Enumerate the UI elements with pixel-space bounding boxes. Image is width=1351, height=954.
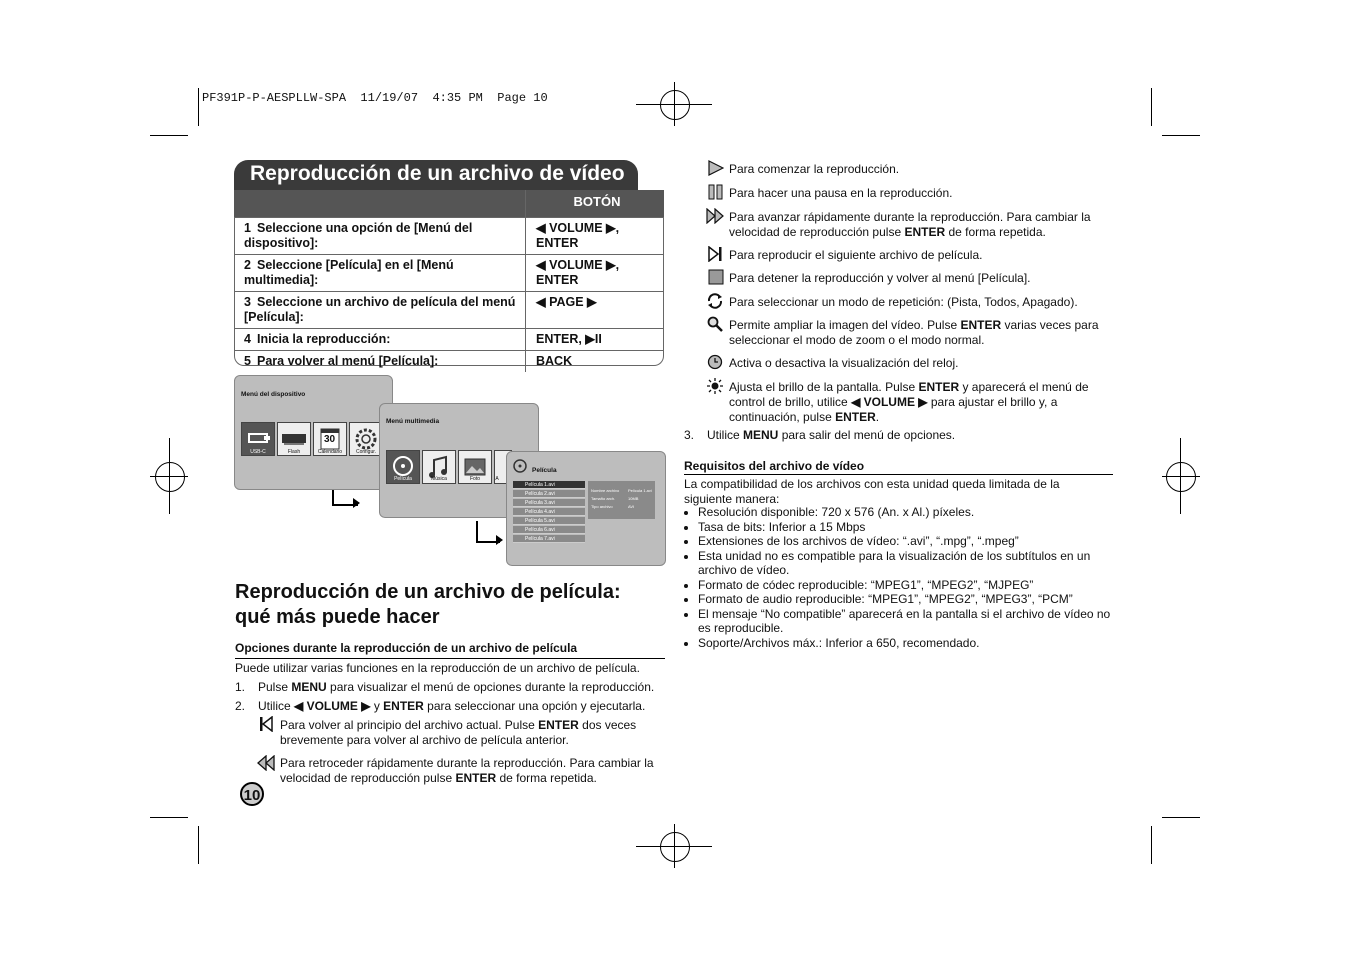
brightness-sun-icon bbox=[707, 378, 723, 394]
table-row: 1 Seleccione una opción de [Menú del dispositivo]: ◀ VOLUME ▶, ENTER bbox=[234, 218, 664, 255]
list-item[interactable]: Película 5.avi bbox=[513, 517, 585, 525]
pause-text: Para hacer una pausa en la reproducción. bbox=[729, 186, 953, 200]
movie-menu-title: Película bbox=[532, 467, 557, 474]
zoom-text: Permite ampliar la imagen del vídeo. Pulse ENTER varias veces para seleccionar el modo de zoom o el modo normal. bbox=[729, 318, 1099, 347]
arrow-head bbox=[496, 535, 503, 545]
device-menu-title: Menú del dispositivo bbox=[241, 391, 306, 398]
step-number: 1. bbox=[235, 680, 246, 694]
calendar-icon: 30 bbox=[313, 422, 347, 456]
repeat-icon bbox=[706, 292, 724, 310]
step2-text: Utilice ◀ VOLUME ▶ y ENTER para seleccionar una opción y ejecutarla. bbox=[258, 699, 646, 713]
requirements-intro: La compatibilidad de los archivos con esta unidad queda limitada de la siguiente manera: bbox=[684, 477, 1060, 506]
section2-title: Reproducción de un archivo de película: qué más puede hacer bbox=[235, 581, 621, 628]
list-item: • Resolución disponible: 720 x 576 (An. x Al.) píxeles. bbox=[698, 505, 1123, 520]
step1-text: Pulse MENU para visualizar el menú de opciones durante la reproducción. bbox=[258, 680, 655, 694]
list-item[interactable]: Película 6.avi bbox=[513, 526, 585, 534]
multimedia-menu-title: Menú multimedia bbox=[386, 418, 440, 425]
button-column-header: BOTÓN bbox=[526, 190, 665, 218]
play-icon bbox=[708, 160, 724, 176]
stop-text: Para detener la reproducción y volver al menú [Película]. bbox=[729, 271, 1031, 285]
stop-icon bbox=[708, 269, 724, 285]
next-text: Para reproducir el siguiente archivo de película. bbox=[729, 248, 983, 262]
list-item[interactable]: Película 4.avi bbox=[513, 508, 585, 516]
intro-text: Puede utilizar varias funciones en la reproducción de un archivo de película. bbox=[235, 661, 640, 675]
section-title: Reproducción de un archivo de vídeo bbox=[234, 160, 638, 190]
movie-reel-icon bbox=[512, 458, 528, 479]
clock-icon bbox=[707, 354, 723, 370]
repeat-text: Para seleccionar un modo de repetición: (Pista, Todos, Apagado). bbox=[729, 295, 1078, 309]
brightness-text: Ajusta el brillo de la pantalla. Pulse ENTER y aparecerá el menú de control de brillo, utilice ◀ VOLUME ▶ para ajustar el brillo y, a continuación, pulse ENTER. bbox=[729, 380, 1089, 424]
table-row: 5 Para volver al menú [Película]: BACK bbox=[234, 351, 664, 373]
option-rewind-text: Para retroceder rápidamente durante la reproducción. Para cambiar la velocidad de reproducción pulse ENTER de forma repetida. bbox=[280, 756, 654, 785]
table-row: 4 Inicia la reproducción: ENTER, ▶II bbox=[234, 329, 664, 351]
list-item: • Formato de audio reproducible: “MPEG1”, “MPEG2”, “MPEG3”, “PCM” bbox=[698, 592, 1123, 607]
print-slug: PF391P-P-AESPLLW-SPA 11/19/07 4:35 PM Page 10 bbox=[202, 91, 548, 105]
options-subheading: Opciones durante la reproducción de un archivo de película bbox=[235, 641, 578, 655]
list-item: • Formato de códec reproducible: “MPEG1”, “MPEG2”, “MJPEG” bbox=[698, 578, 1123, 593]
fast-forward-text: Para avanzar rápidamente durante la reproducción. Para cambiar la velocidad de reproducción pulse ENTER de forma repetida. bbox=[729, 210, 1091, 239]
pause-icon bbox=[708, 184, 724, 200]
list-item: • Soporte/Archivos máx.: Inferior a 650, recomendado. bbox=[698, 636, 1123, 651]
list-item[interactable]: Película 3.avi bbox=[513, 499, 585, 507]
file-info-panel: Nombre archivo Película 1.avi Tamaño arch. 10MB Tipo archivo AVI bbox=[588, 481, 655, 519]
list-item: • Extensiones de los archivos de vídeo: “.avi”, “.mpg”, “.mpeg” bbox=[698, 534, 1123, 549]
step-number: 2. bbox=[235, 699, 246, 713]
step3-text: Utilice MENU para salir del menú de opciones. bbox=[707, 428, 956, 442]
list-item: • El mensaje “No compatible” aparecerá en la pantalla si el archivo de vídeo no es reproducible. bbox=[698, 607, 1123, 636]
play-text: Para comenzar la reproducción. bbox=[729, 162, 900, 176]
skip-previous-icon bbox=[259, 716, 273, 730]
step-number: 3. bbox=[684, 428, 695, 442]
requirements-list bbox=[684, 505, 1123, 650]
requirements-heading: Requisitos del archivo de vídeo bbox=[684, 459, 865, 473]
divider bbox=[684, 474, 1113, 475]
list-item[interactable]: Película 1.avi bbox=[513, 481, 585, 489]
fast-forward-icon bbox=[706, 208, 726, 224]
clock-text: Activa o desactiva la visualización del reloj. bbox=[729, 356, 959, 370]
list-item[interactable]: Película 7.avi bbox=[513, 535, 585, 543]
list-item: • Tasa de bits: Inferior a 15 Mbps bbox=[698, 520, 1123, 535]
list-item[interactable]: Película 2.avi bbox=[513, 490, 585, 498]
zoom-magnifier-icon bbox=[707, 316, 723, 332]
table-row: 3 Seleccione un archivo de película del menú [Película]: ◀ PAGE ▶ bbox=[234, 292, 664, 329]
page-number: 10 bbox=[240, 782, 264, 806]
steps-table bbox=[234, 190, 664, 372]
option-previous-text: Para volver al principio del archivo actual. Pulse ENTER dos veces brevemente para volver al archivo de película anterior. bbox=[280, 718, 637, 747]
skip-next-icon bbox=[708, 246, 724, 262]
rewind-icon bbox=[257, 755, 275, 769]
list-item: • Esta unidad no es compatible para la visualización de los subtítulos en un archivo de vídeo. bbox=[698, 549, 1123, 578]
table-row: 2 Seleccione [Película] en el [Menú multimedia]: ◀ VOLUME ▶, ENTER bbox=[234, 255, 664, 292]
arrow-head bbox=[353, 498, 360, 508]
divider bbox=[235, 658, 665, 659]
